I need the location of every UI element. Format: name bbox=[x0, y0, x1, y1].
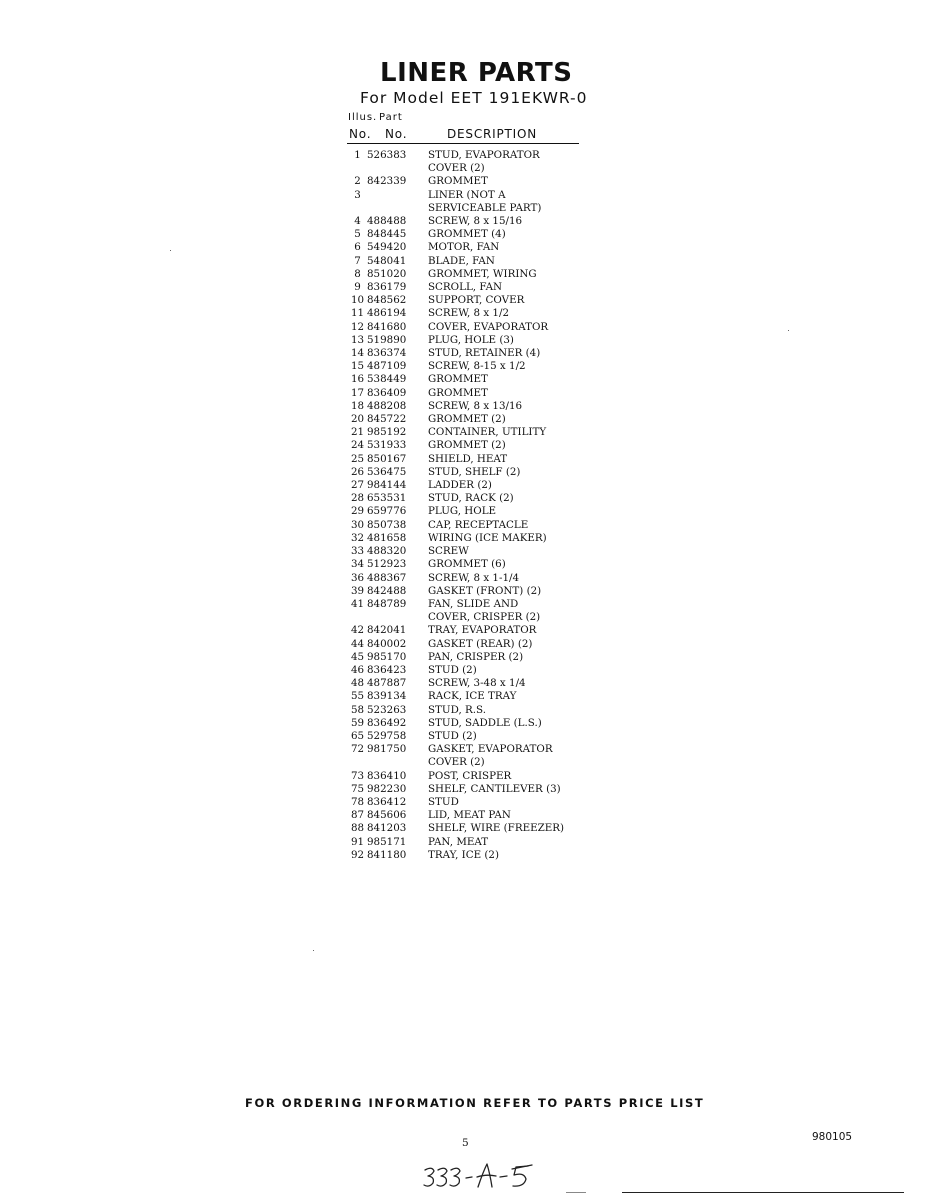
table-row bbox=[348, 558, 588, 571]
description-line: WIRING (ICE MAKER) bbox=[428, 531, 547, 544]
description-line: GASKET (FRONT) (2) bbox=[428, 584, 542, 597]
table-row bbox=[348, 268, 588, 281]
table-row bbox=[348, 492, 588, 505]
part-number: 836410 bbox=[367, 769, 407, 782]
description-line: PLUG, HOLE (3) bbox=[428, 333, 514, 346]
illus-number: 44 bbox=[350, 637, 365, 650]
document-number: 980105 bbox=[812, 1131, 853, 1143]
part-description bbox=[428, 690, 588, 703]
table-row bbox=[348, 690, 588, 703]
table-row bbox=[348, 770, 588, 783]
description-line: STUD, EVAPORATOR bbox=[428, 149, 540, 161]
part-number: 548041 bbox=[367, 254, 407, 267]
description-line: STUD, R.S. bbox=[428, 703, 487, 716]
part-description bbox=[428, 677, 588, 690]
part-description bbox=[428, 255, 588, 268]
part-description bbox=[428, 624, 588, 637]
illus-number: 92 bbox=[350, 848, 365, 861]
illus-number: 45 bbox=[350, 650, 365, 663]
page-title: LINER PARTS bbox=[380, 58, 573, 88]
table-row bbox=[348, 532, 588, 545]
table-row bbox=[348, 215, 588, 228]
table-row bbox=[348, 545, 588, 558]
part-number: 538449 bbox=[367, 373, 407, 386]
part-description bbox=[428, 149, 588, 175]
handwritten-note bbox=[420, 1158, 550, 1192]
table-row bbox=[348, 426, 588, 439]
part-description bbox=[428, 585, 588, 598]
description-line: PAN, CRISPER (2) bbox=[428, 650, 524, 663]
table-row bbox=[348, 347, 588, 360]
description-line: SUPPORT, COVER bbox=[428, 294, 525, 307]
illus-number: 21 bbox=[350, 426, 365, 439]
part-description bbox=[428, 664, 588, 677]
part-description bbox=[428, 373, 588, 386]
illus-number: 87 bbox=[350, 809, 365, 822]
description-line: GROMMET bbox=[428, 386, 488, 399]
part-number: 531933 bbox=[367, 439, 407, 452]
illus-number: 5 bbox=[354, 228, 361, 241]
description-line: SCREW, 8 x 13/16 bbox=[428, 399, 523, 412]
table-row bbox=[348, 307, 588, 320]
illus-number: 27 bbox=[350, 479, 365, 492]
part-description bbox=[428, 598, 588, 624]
table-row bbox=[348, 572, 588, 585]
description-line: MOTOR, FAN bbox=[428, 241, 500, 254]
table-row bbox=[348, 241, 588, 254]
illus-number: 72 bbox=[350, 743, 365, 756]
illus-number: 41 bbox=[350, 597, 365, 610]
description-line: LINER (NOT A bbox=[428, 188, 506, 201]
illus-number: 13 bbox=[350, 333, 365, 346]
table-row bbox=[348, 519, 588, 532]
description-line: STUD (2) bbox=[428, 729, 477, 742]
part-description bbox=[428, 387, 588, 400]
part-number: 536475 bbox=[367, 465, 407, 478]
table-row bbox=[348, 849, 588, 862]
description-line: STUD, RETAINER (4) bbox=[428, 347, 541, 360]
table-row bbox=[348, 228, 588, 241]
part-number: 487109 bbox=[367, 360, 407, 373]
description-line: SHELF, WIRE (FREEZER) bbox=[428, 822, 565, 835]
part-number: 848445 bbox=[367, 228, 407, 241]
table-row bbox=[348, 255, 588, 268]
part-description bbox=[428, 241, 588, 254]
scan-speck bbox=[170, 250, 171, 251]
part-number: 841180 bbox=[367, 848, 407, 861]
illus-number: 91 bbox=[350, 835, 365, 848]
part-description bbox=[428, 453, 588, 466]
part-description bbox=[428, 809, 588, 822]
part-number: 529758 bbox=[367, 729, 407, 742]
part-number: 488488 bbox=[367, 215, 407, 228]
illus-number: 14 bbox=[350, 347, 365, 360]
illus-number: 10 bbox=[350, 294, 365, 307]
part-description bbox=[428, 360, 588, 373]
part-number: 549420 bbox=[367, 241, 407, 254]
part-number: 848789 bbox=[367, 597, 407, 610]
part-number bbox=[367, 189, 428, 215]
illus-number: 25 bbox=[350, 452, 365, 465]
table-row bbox=[348, 387, 588, 400]
part-number: 840002 bbox=[367, 637, 407, 650]
description-line: BLADE, FAN bbox=[428, 254, 495, 267]
illus-number: 12 bbox=[350, 320, 365, 333]
part-number: 836374 bbox=[367, 347, 407, 360]
table-row bbox=[348, 809, 588, 822]
table-row bbox=[348, 717, 588, 730]
description-line: GROMMET bbox=[428, 175, 488, 188]
description-line: GROMMET (2) bbox=[428, 439, 506, 452]
part-number: 842041 bbox=[367, 624, 407, 637]
illus-number: 73 bbox=[350, 769, 365, 782]
illus-number: 24 bbox=[350, 439, 365, 452]
description-line: GROMMET bbox=[428, 373, 488, 386]
table-row bbox=[348, 783, 588, 796]
illus-number: 39 bbox=[350, 584, 365, 597]
table-row bbox=[348, 373, 588, 386]
description-line: STUD, RACK (2) bbox=[428, 492, 514, 505]
illus-number: 48 bbox=[350, 677, 365, 690]
part-description bbox=[428, 215, 588, 228]
table-row bbox=[348, 505, 588, 518]
description-line: PAN, MEAT bbox=[428, 835, 489, 848]
part-number: 845722 bbox=[367, 413, 407, 426]
description-line: COVER (2) bbox=[428, 162, 485, 175]
part-description bbox=[428, 558, 588, 571]
part-description bbox=[428, 519, 588, 532]
illus-number: 16 bbox=[350, 373, 365, 386]
part-number: 985192 bbox=[367, 426, 407, 439]
table-row bbox=[348, 175, 588, 188]
part-number: 836179 bbox=[367, 281, 407, 294]
part-number: 848562 bbox=[367, 294, 407, 307]
part-description bbox=[428, 849, 588, 862]
illus-number: 20 bbox=[350, 413, 365, 426]
description-line: SHIELD, HEAT bbox=[428, 452, 508, 465]
part-number: 488367 bbox=[367, 571, 407, 584]
part-number: 836492 bbox=[367, 716, 407, 729]
illus-number: 6 bbox=[354, 241, 361, 254]
illus-number: 9 bbox=[354, 281, 361, 294]
description-line: SCREW, 8 x 15/16 bbox=[428, 215, 523, 228]
part-description bbox=[428, 479, 588, 492]
table-row bbox=[348, 334, 588, 347]
description-line: SCREW bbox=[428, 545, 469, 558]
part-description bbox=[428, 466, 588, 479]
description-line: GROMMET, WIRING bbox=[428, 267, 537, 280]
description-line: GROMMET (4) bbox=[428, 228, 506, 241]
part-description bbox=[428, 796, 588, 809]
header-part-no: No. bbox=[385, 127, 408, 141]
table-row bbox=[348, 189, 588, 215]
illus-number: 33 bbox=[350, 545, 365, 558]
table-row bbox=[348, 664, 588, 677]
part-description bbox=[428, 638, 588, 651]
illus-number: 7 bbox=[354, 254, 361, 267]
table-row bbox=[348, 836, 588, 849]
part-number: 845606 bbox=[367, 809, 407, 822]
part-description bbox=[428, 281, 588, 294]
table-row bbox=[348, 413, 588, 426]
part-description bbox=[428, 228, 588, 241]
description-line: GROMMET (6) bbox=[428, 558, 506, 571]
part-description bbox=[428, 532, 588, 545]
part-number: 512923 bbox=[367, 558, 407, 571]
illus-number: 78 bbox=[350, 795, 365, 808]
illus-number: 55 bbox=[350, 690, 365, 703]
ordering-note: FOR ORDERING INFORMATION REFER TO PARTS PRICE LIST bbox=[245, 1096, 705, 1110]
model-subtitle: For Model EET 191EKWR-0 bbox=[360, 89, 588, 107]
part-number: 850167 bbox=[367, 452, 407, 465]
part-description bbox=[428, 189, 588, 215]
description-line: CONTAINER, UTILITY bbox=[428, 426, 547, 439]
description-line: COVER (2) bbox=[428, 756, 485, 769]
part-number: 653531 bbox=[367, 492, 407, 505]
illus-number: 58 bbox=[350, 703, 365, 716]
illus-number: 17 bbox=[350, 386, 365, 399]
illus-number: 15 bbox=[350, 360, 365, 373]
illus-number: 34 bbox=[350, 558, 365, 571]
part-number: 850738 bbox=[367, 518, 407, 531]
part-description bbox=[428, 743, 588, 769]
part-number: 981750 bbox=[367, 743, 407, 756]
illus-number: 26 bbox=[350, 465, 365, 478]
illus-number: 28 bbox=[350, 492, 365, 505]
scan-edge-dash bbox=[566, 1192, 586, 1193]
part-description bbox=[428, 770, 588, 783]
header-illus: Illus. bbox=[348, 112, 378, 123]
part-number: 488320 bbox=[367, 545, 407, 558]
description-line: TRAY, EVAPORATOR bbox=[428, 624, 537, 637]
description-line: GROMMET (2) bbox=[428, 413, 506, 426]
description-line: STUD, SHELF (2) bbox=[428, 465, 521, 478]
table-row bbox=[348, 294, 588, 307]
part-number: 842339 bbox=[367, 175, 407, 188]
description-line: CAP, RECEPTACLE bbox=[428, 518, 529, 531]
description-line: STUD, SADDLE (L.S.) bbox=[428, 716, 542, 729]
illus-number: 59 bbox=[350, 716, 365, 729]
part-description bbox=[428, 268, 588, 281]
illus-number: 88 bbox=[350, 822, 365, 835]
part-number: 659776 bbox=[367, 505, 407, 518]
table-row bbox=[348, 638, 588, 651]
part-description bbox=[428, 836, 588, 849]
description-line: SCREW, 8-15 x 1/2 bbox=[428, 360, 526, 373]
part-number: 523263 bbox=[367, 703, 407, 716]
description-line: SCREW, 3-48 x 1/4 bbox=[428, 677, 526, 690]
part-number: 488208 bbox=[367, 399, 407, 412]
description-line: GASKET, EVAPORATOR bbox=[428, 743, 553, 756]
illus-number: 75 bbox=[350, 782, 365, 795]
table-row bbox=[348, 651, 588, 664]
part-description bbox=[428, 334, 588, 347]
part-description bbox=[428, 321, 588, 334]
part-number: 526383 bbox=[367, 149, 407, 161]
description-line: SCROLL, FAN bbox=[428, 281, 503, 294]
part-description bbox=[428, 651, 588, 664]
table-row bbox=[348, 624, 588, 637]
illus-number: 36 bbox=[350, 571, 365, 584]
part-description bbox=[428, 545, 588, 558]
part-description bbox=[428, 307, 588, 320]
table-row bbox=[348, 439, 588, 452]
header-divider bbox=[347, 143, 579, 144]
part-description bbox=[428, 492, 588, 505]
table-row bbox=[348, 677, 588, 690]
part-number: 836412 bbox=[367, 795, 407, 808]
part-description bbox=[428, 347, 588, 360]
description-line: LADDER (2) bbox=[428, 479, 492, 492]
illus-number: 8 bbox=[354, 267, 361, 280]
part-number: 836423 bbox=[367, 663, 407, 676]
page-number: 5 bbox=[462, 1137, 469, 1149]
table-row bbox=[348, 598, 588, 624]
illus-number: 32 bbox=[350, 531, 365, 544]
parts-table bbox=[348, 149, 588, 862]
header-description: DESCRIPTION bbox=[447, 127, 538, 141]
description-line: SCREW, 8 x 1/2 bbox=[428, 307, 510, 320]
illus-number: 29 bbox=[350, 505, 365, 518]
description-line: POST, CRISPER bbox=[428, 769, 512, 782]
part-number: 481658 bbox=[367, 531, 407, 544]
illus-number: 65 bbox=[350, 729, 365, 742]
part-description bbox=[428, 730, 588, 743]
table-row bbox=[348, 730, 588, 743]
description-line: SCREW, 8 x 1-1/4 bbox=[428, 571, 520, 584]
description-line: GASKET (REAR) (2) bbox=[428, 637, 533, 650]
description-line: STUD (2) bbox=[428, 663, 477, 676]
illus-number: 3 bbox=[354, 188, 361, 201]
illus-number: 42 bbox=[350, 624, 365, 637]
scan-edge-line bbox=[622, 1192, 904, 1193]
illus-number: 11 bbox=[350, 307, 365, 320]
scan-speck bbox=[313, 950, 314, 951]
header-part: Part bbox=[379, 112, 403, 123]
table-row bbox=[348, 453, 588, 466]
scan-speck bbox=[788, 330, 789, 331]
part-number: 841203 bbox=[367, 822, 407, 835]
table-row bbox=[348, 281, 588, 294]
part-description bbox=[428, 175, 588, 188]
part-description bbox=[428, 426, 588, 439]
part-description bbox=[428, 413, 588, 426]
table-row bbox=[348, 479, 588, 492]
description-line: LID, MEAT PAN bbox=[428, 809, 511, 822]
table-row bbox=[348, 743, 588, 769]
part-number: 486194 bbox=[367, 307, 407, 320]
table-row bbox=[348, 822, 588, 835]
table-row bbox=[348, 360, 588, 373]
part-description bbox=[428, 717, 588, 730]
illus-number: 46 bbox=[350, 663, 365, 676]
table-row bbox=[348, 466, 588, 479]
table-row bbox=[348, 796, 588, 809]
table-row bbox=[348, 400, 588, 413]
description-line: COVER, EVAPORATOR bbox=[428, 320, 549, 333]
part-number: 487887 bbox=[367, 677, 407, 690]
part-number: 839134 bbox=[367, 690, 407, 703]
part-number: 519890 bbox=[367, 333, 407, 346]
header-illus-no: No. bbox=[349, 127, 372, 141]
description-line: SHELF, CANTILEVER (3) bbox=[428, 782, 561, 795]
description-line: COVER, CRISPER (2) bbox=[428, 611, 541, 624]
description-line: PLUG, HOLE bbox=[428, 505, 497, 518]
table-row bbox=[348, 321, 588, 334]
part-number: 982230 bbox=[367, 782, 407, 795]
part-description bbox=[428, 822, 588, 835]
illus-number: 18 bbox=[350, 399, 365, 412]
part-number: 851020 bbox=[367, 267, 407, 280]
illus-number: 4 bbox=[354, 215, 361, 228]
part-description bbox=[428, 572, 588, 585]
part-description bbox=[428, 439, 588, 452]
description-line: STUD bbox=[428, 795, 459, 808]
description-line: SERVICEABLE PART) bbox=[428, 201, 542, 214]
table-row bbox=[348, 149, 588, 175]
part-number: 985170 bbox=[367, 650, 407, 663]
part-description bbox=[428, 294, 588, 307]
part-number: 841680 bbox=[367, 320, 407, 333]
illus-number: 2 bbox=[354, 175, 361, 188]
part-number: 985171 bbox=[367, 835, 407, 848]
illus-number: 1 bbox=[354, 149, 361, 161]
part-number: 842488 bbox=[367, 584, 407, 597]
part-description bbox=[428, 505, 588, 518]
description-line: TRAY, ICE (2) bbox=[428, 848, 499, 861]
table-row bbox=[348, 585, 588, 598]
part-description bbox=[428, 704, 588, 717]
illus-number: 30 bbox=[350, 518, 365, 531]
part-number: 984144 bbox=[367, 479, 407, 492]
part-description bbox=[428, 783, 588, 796]
description-line: RACK, ICE TRAY bbox=[428, 690, 517, 703]
description-line: FAN, SLIDE AND bbox=[428, 597, 519, 610]
part-number: 836409 bbox=[367, 386, 407, 399]
part-description bbox=[428, 400, 588, 413]
table-row bbox=[348, 704, 588, 717]
